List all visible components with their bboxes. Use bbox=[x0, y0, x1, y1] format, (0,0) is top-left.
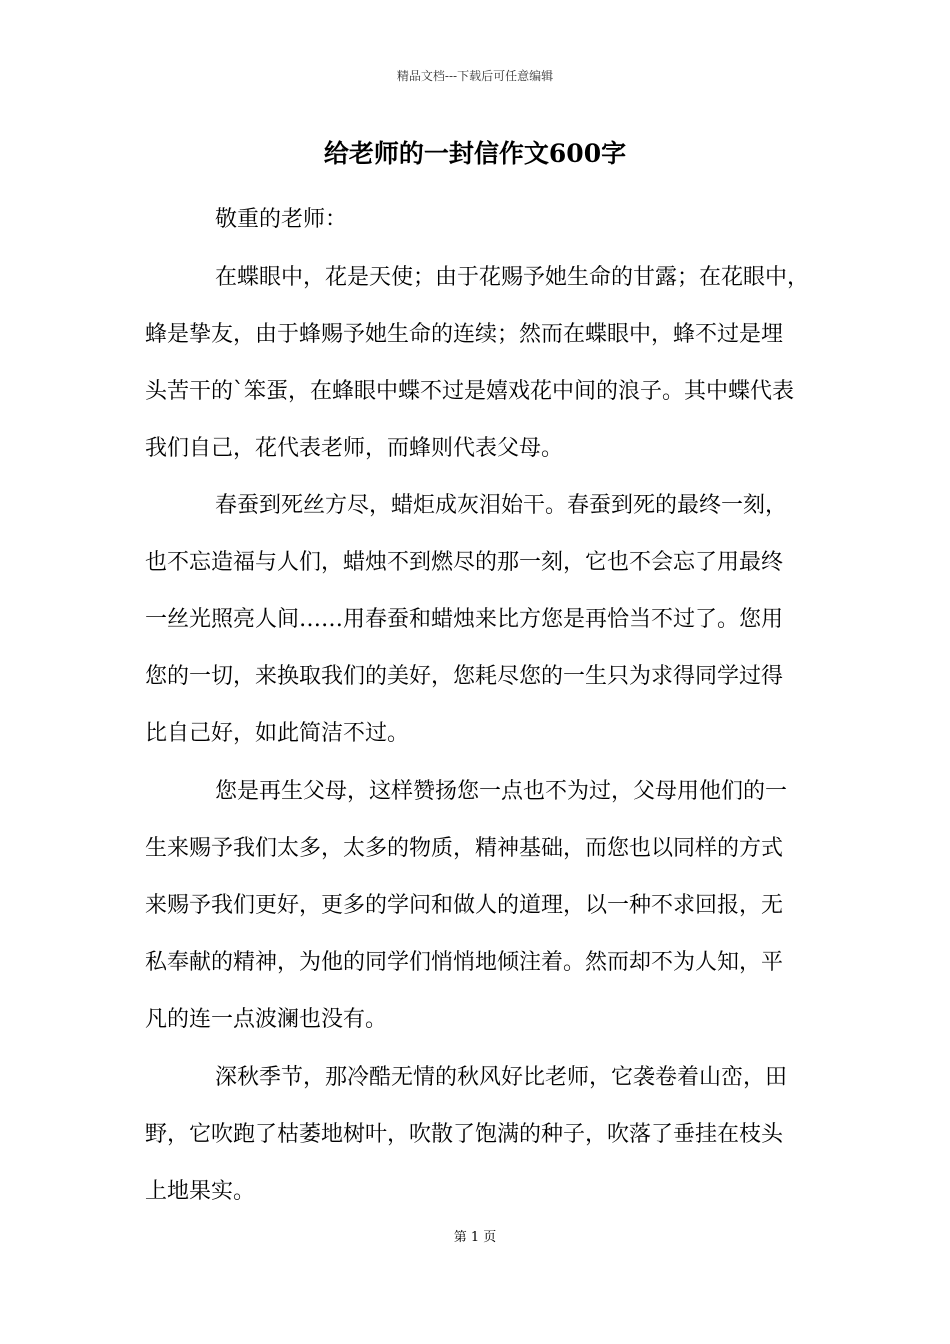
paragraph-line: 一丝光照亮人间……用春蚕和蜡烛来比方您是再恰当不过了。您用 bbox=[145, 607, 784, 632]
paragraph-line: 野，它吹跑了枯萎地树叶，吹散了饱满的种子，吹落了垂挂在枝头 bbox=[145, 1122, 784, 1147]
paragraph-line: 凡的连一点波澜也没有。 bbox=[145, 1007, 388, 1032]
paragraph-line: 您的一切，来换取我们的美好，您耗尽您的一生只为求得同学过得 bbox=[145, 664, 784, 689]
paragraph-line: 来赐予我们更好，更多的学问和做人的道理，以一种不求回报，无 bbox=[145, 893, 784, 918]
paragraph-line: 私奉献的精神，为他的同学们悄悄地倾注着。然而却不为人知，平 bbox=[145, 950, 784, 975]
paragraph-line: 也不忘造福与人们，蜡烛不到燃尽的那一刻，它也不会忘了用最终 bbox=[145, 550, 784, 575]
paragraph-line: 生来赐予我们太多，太多的物质，精神基础，而您也以同样的方式 bbox=[145, 836, 784, 861]
paragraph-line: 我们自己，花代表老师，而蜂则代表父母。 bbox=[145, 436, 564, 461]
paragraph-line: 蜂是挚友，由于蜂赐予她生命的连续；然而在蝶眼中，蜂不过是埋 bbox=[145, 322, 784, 347]
paragraph-line: 头苦干的`笨蛋，在蜂眼中蝶不过是嬉戏花中间的浪子。其中蝶代表 bbox=[145, 379, 795, 404]
paragraph-line: 上地果实。 bbox=[145, 1179, 256, 1204]
paragraph-line: 在蝶眼中，花是天使；由于花赐予她生命的甘露；在花眼中， bbox=[215, 265, 810, 290]
salutation: 敬重的老师： bbox=[215, 207, 348, 232]
page-header: 精品文档---下载后可任意编辑 bbox=[396, 69, 554, 83]
paragraph-line: 比自己好，如此简洁不过。 bbox=[145, 721, 410, 746]
document-title: 给老师的一封信作文600字 bbox=[323, 139, 627, 168]
paragraph-line: 您是再生父母，这样赞扬您一点也不为过，父母用他们的一 bbox=[215, 779, 788, 804]
paragraph-line: 春蚕到死丝方尽，蜡炬成灰泪始干。春蚕到死的最终一刻， bbox=[215, 493, 788, 518]
paragraph-line: 深秋季节，那冷酷无情的秋风好比老师，它袭卷着山峦，田 bbox=[215, 1065, 788, 1090]
page-number: 第 1 页 bbox=[453, 1230, 497, 1245]
